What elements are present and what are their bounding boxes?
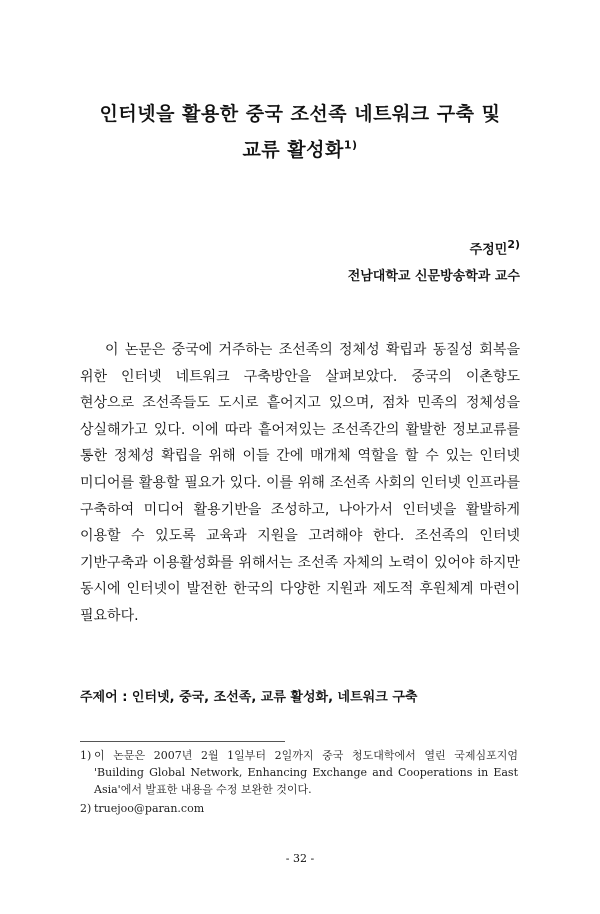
footnote-divider (80, 741, 285, 742)
footnote-2-number: 2) (80, 802, 92, 815)
author-footnote-mark: 2) (507, 238, 520, 251)
author-name-text: 주정민 (469, 242, 508, 258)
keywords: 주제어 : 인터넷, 중국, 조선족, 교류 활성화, 네트워크 구축 (80, 690, 418, 705)
footnote-1-text: 이 논문은 2007년 2월 1일부터 2일까지 중국 청도대학에서 열린 국제심포지엄 'Building Global Network, Enhancing Exchange and Cooperations in East Asia'에서 발표한 내용을 수정 보완한 것이다. (94, 749, 518, 796)
page-number: - 32 - (285, 852, 315, 865)
abstract: 이 논문은 중국에 거주하는 조선족의 정체성 확립과 동질성 회복을 위한 인터넷 네트워크 구축방안을 살펴보았다. 중국의 이촌향도 현상으로 조선족들도 도시로 흩어지고 있으며, 점차 민족의 정체성을 상실해가고 있다. 이에 따라 흩어져있는 조선족간의 활발한 정보교류를 통한 정체성 확립을 위해 이들 간에 매개체 역할을 할 수 있는 인터넷 미디어를 활용할 필요가 있다. 이를 위해 조선족 사회의 인터넷 인프라를 구축하여 미디어 활용기반을 조성하고, 나아가서 인터넷을 활발하게 이용할 수 있도록 교육과 지원을 고려해야 한다. 조선족의 인터넷 기반구축과 이용활성화를 위해서는 조선족 자체의 노력이 있어야 하지만 동시에 인터넷이 발전한 한국의 다양한 지원과 제도적 후원체계 마련이 필요하다. (80, 342, 520, 624)
footnote-2-email: truejoo@paran.com (94, 802, 205, 815)
footnote-2 (80, 800, 520, 817)
title-footnote-mark: 1) (343, 138, 358, 152)
footnote-1 (80, 747, 520, 798)
author-affiliation: 전남대학교 신문방송학과 교수 (347, 269, 520, 284)
author-name (470, 238, 520, 257)
paper-title-line-1: 인터넷을 활용한 중국 조선족 네트워크 구축 및 (99, 103, 501, 125)
footnote-1-number: 1) (80, 749, 92, 762)
paper-title-line-2-text: 교류 활성화 (242, 139, 344, 161)
paper-title-line-2 (0, 135, 600, 162)
